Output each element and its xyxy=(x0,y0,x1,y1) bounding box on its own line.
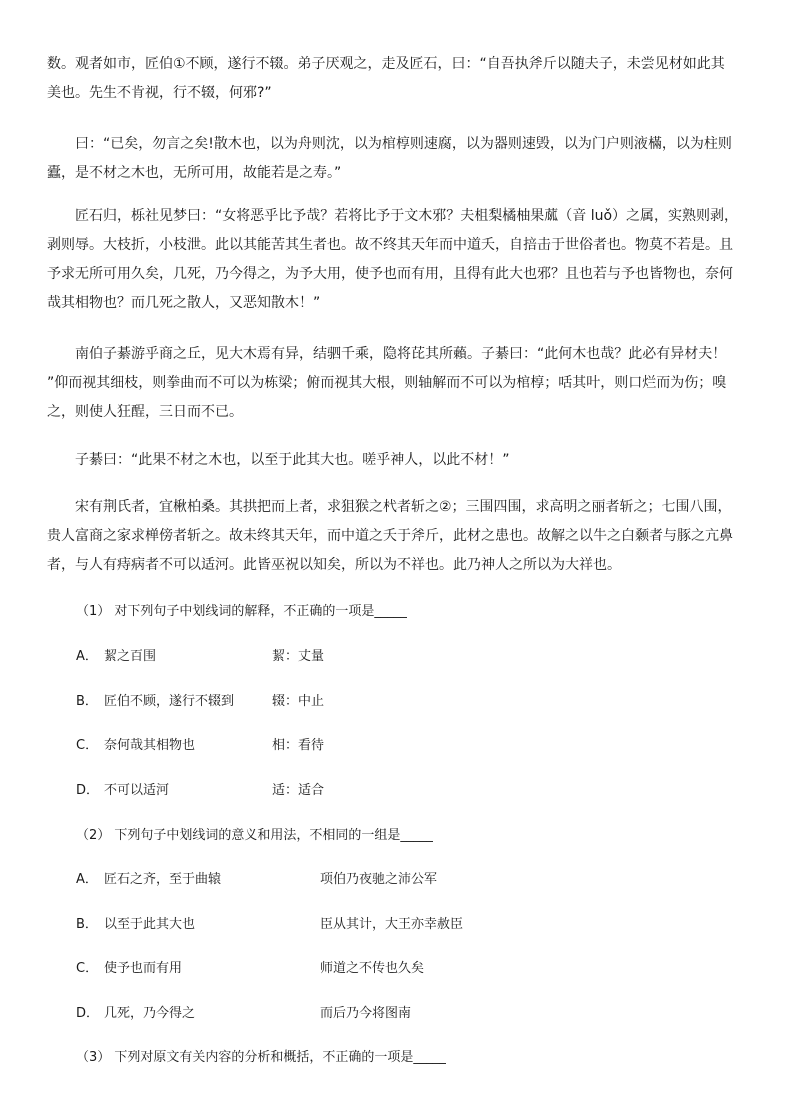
option-letter: A． xyxy=(76,872,98,887)
q1-option-b-gloss: 辍：中止 xyxy=(272,694,325,709)
option-letter: B． xyxy=(76,694,98,709)
option-letter: B． xyxy=(76,917,98,932)
option-letter: A． xyxy=(76,649,98,664)
q1-option-a-gloss: 絜：丈量 xyxy=(272,649,325,664)
q2-option-a-compare: 项伯乃夜驰之沛公军 xyxy=(320,872,438,887)
passage-paragraph-1: 数。观者如市，匠伯①不顾，遂行不辍。弟子厌观之，走及匠石，曰：“自吾执斧斤以随夫子，未尝见材如此其 美也。先生不肯视，行不辍，何邪?” xyxy=(47,56,725,101)
passage-paragraph-5: 子綦曰：“此果不材之木也，以至于此其大也。嗟乎神人，以此不材！” xyxy=(47,452,510,468)
option-sentence: 以至于此其大也 xyxy=(104,917,196,932)
question-2-stem: （2） 下列句子中划线词的意义和用法，不相同的一组是_____ xyxy=(76,828,433,843)
passage-paragraph-6: 宋有荆氏者，宜楸柏桑。其拱把而上者，求狙猴之杙者斩之②；三围四围，求高明之丽者斩之；七围八围， 贵人富商之家求椫傍者斩之。故未终其天年，而中道之夭于斧斤，此材之患也。故解之以牛之白颡者与豚之亢鼻 者，与人有痔病者不可以适河。此皆巫祝以知矣，所以为不祥也。此乃神人之所以为大祥也。 xyxy=(47,499,733,573)
option-letter: C． xyxy=(76,738,99,753)
passage-paragraph-3: 匠石归，栎社见梦曰：“女将恶乎比予哉？若将比予于文木邪？夫柤梨橘柚果蓏（音 luǒ）之属，实熟则剥， 剥则辱。大枝折，小枝泄。此以其能苦其生者也。故不终其天年而中道夭，自掊击于世俗者也。物莫不若是。且 予求无所可用久矣，几死，乃今得之，为予大用，使予也而有用，且得有此大也邪？且也若与予也皆物也，奈何 哉其相物也？而几死之散人，又恶知散木！” xyxy=(47,208,739,311)
q2-option-a[interactable] xyxy=(76,870,221,890)
q1-option-c-gloss: 相：看待 xyxy=(272,738,325,753)
q2-option-c[interactable] xyxy=(76,959,182,979)
passage-paragraph-2: 曰：“已矣，勿言之矣!散木也，以为舟则沈，以为棺椁则速腐，以为器则速毁，以为门户则液樠，以为柱则 蠹，是不材之木也，无所可用，故能若是之寿。” xyxy=(47,136,732,181)
option-sentence: 奈何哉其相物也 xyxy=(104,738,196,753)
option-sentence: 匠石之齐，至于曲辕 xyxy=(104,872,222,887)
option-letter: D． xyxy=(76,783,100,798)
option-sentence: 絜之百围 xyxy=(104,649,157,664)
option-sentence: 几死，乃今得之 xyxy=(104,1006,196,1021)
q1-option-c[interactable] xyxy=(76,736,195,756)
q2-option-d[interactable] xyxy=(76,1004,195,1024)
q2-option-b[interactable] xyxy=(76,915,195,935)
q1-option-b[interactable] xyxy=(76,692,234,712)
option-sentence: 匠伯不顾，遂行不辍到 xyxy=(104,694,235,709)
option-letter: C． xyxy=(76,961,99,976)
q1-option-d[interactable] xyxy=(76,781,169,801)
option-sentence: 不可以适河 xyxy=(104,783,170,798)
q2-option-b-compare: 臣从其计，大王亦幸赦臣 xyxy=(320,917,464,932)
option-letter: D． xyxy=(76,1006,100,1021)
q2-option-c-compare: 师道之不传也久矣 xyxy=(320,961,425,976)
passage-paragraph-4: 南伯子綦游乎商之丘，见大木焉有异，结驷千乘，隐将芘其所藾。子綦曰：“此何木也哉？此必有异材夫！ ”仰而视其细枝，则拳曲而不可以为栋梁；俯而视其大根，则轴解而不可以为棺椁；咶其叶，则口烂而为伤；嗅 之，则使人狂酲，三日而不已。 xyxy=(47,346,727,420)
q1-option-a[interactable] xyxy=(76,647,156,667)
question-3-stem: （3） 下列对原文有关内容的分析和概括，不正确的一项是_____ xyxy=(76,1050,446,1065)
option-sentence: 使予也而有用 xyxy=(104,961,183,976)
q1-option-d-gloss: 适：适合 xyxy=(272,783,325,798)
q2-option-d-compare: 而后乃今将图南 xyxy=(320,1006,412,1021)
question-1-stem: （1） 对下列句子中划线词的解释，不正确的一项是_____ xyxy=(76,604,407,619)
